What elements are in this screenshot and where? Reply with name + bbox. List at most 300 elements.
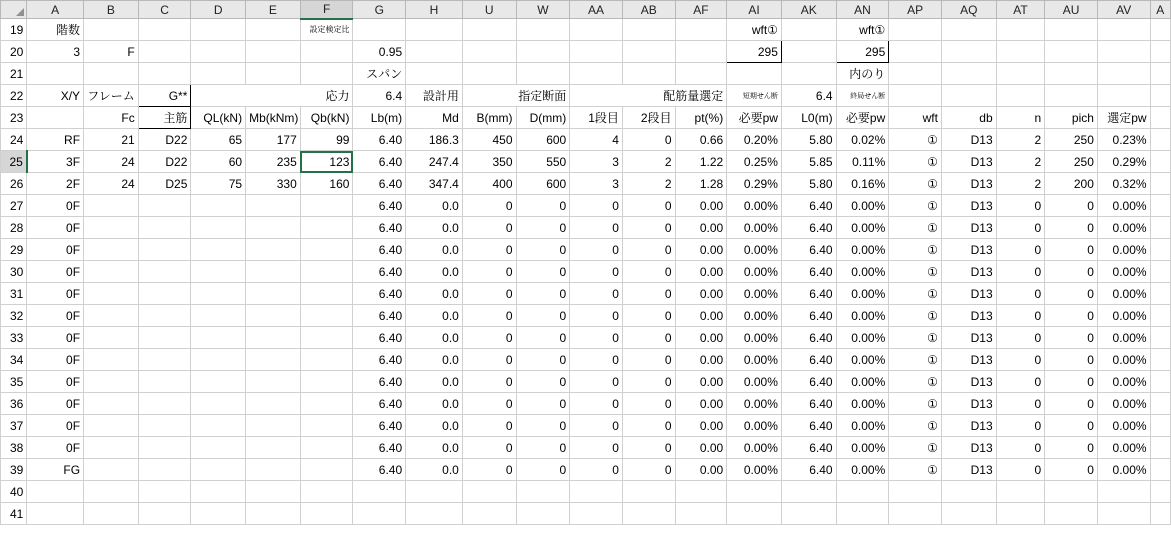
cell-U27-b[interactable]: 0 [462,195,516,217]
cell-H30-md[interactable]: 0.0 [406,261,463,283]
cell-A22-xy-header[interactable]: X/Y [27,85,84,107]
cell-AA21[interactable] [570,63,623,85]
cell-AQ30-db[interactable]: D13 [941,261,996,283]
cell-G23-lb-header[interactable]: Lb(m) [353,107,406,129]
cell-A34-floor[interactable]: 0F [27,349,84,371]
cell-A37-tail[interactable] [1150,415,1170,437]
cell-AN36-pw2[interactable]: 0.00% [836,393,889,415]
cell-AV31-spw[interactable]: 0.00% [1097,283,1150,305]
cell-AK35-l0[interactable]: 6.40 [781,371,836,393]
cell-D22-ouryoku-header[interactable]: 応力 [191,85,353,107]
cell-AP39-wft[interactable]: ① [889,459,942,481]
cell-AN20-wft-value[interactable]: 295 [836,41,889,63]
cell-AB35-dan2[interactable]: 0 [622,371,675,393]
cell-AQ36-db[interactable]: D13 [941,393,996,415]
cell-F38-qb[interactable] [300,437,353,459]
row-header-26[interactable]: 26 [1,173,27,195]
cell-AI28-pw1[interactable]: 0.00% [727,217,782,239]
cell-AV38-spw[interactable]: 0.00% [1097,437,1150,459]
cell-AF19[interactable] [675,19,727,41]
cell-W37-d[interactable]: 0 [516,415,570,437]
cell-AB29-dan2[interactable]: 0 [622,239,675,261]
cell-AB41[interactable] [622,503,675,525]
cell-AT28-n[interactable]: 0 [996,217,1045,239]
cell-W34-d[interactable]: 0 [516,349,570,371]
cell-H34-md[interactable]: 0.0 [406,349,463,371]
cell-AV27-spw[interactable]: 0.00% [1097,195,1150,217]
cell-AU27-pitch[interactable]: 0 [1045,195,1098,217]
cell-AP27-wft[interactable]: ① [889,195,942,217]
cell-B35-fc[interactable] [84,371,139,393]
cell-D24-ql[interactable]: 65 [191,129,246,151]
cell-AA32-dan1[interactable]: 0 [570,305,623,327]
cell-AK28-l0[interactable]: 6.40 [781,217,836,239]
cell-F27-qb[interactable] [300,195,353,217]
cell-AQ41[interactable] [941,503,996,525]
cell-G30-lb[interactable]: 6.40 [353,261,406,283]
cell-A32-tail[interactable] [1150,305,1170,327]
cell-C30-shukin[interactable] [138,261,191,283]
cell-AA38-dan1[interactable]: 0 [570,437,623,459]
cell-AT24-n[interactable]: 2 [996,129,1045,151]
cell-B19[interactable] [84,19,139,41]
cell-AU30-pitch[interactable]: 0 [1045,261,1098,283]
row-header-37[interactable]: 37 [1,415,27,437]
cell-AI37-pw1[interactable]: 0.00% [727,415,782,437]
cell-W19[interactable] [516,19,570,41]
cell-AN27-pw2[interactable]: 0.00% [836,195,889,217]
cell-AF35-pt[interactable]: 0.00 [675,371,727,393]
table-row[interactable] [1,151,1171,173]
cell-AA29-dan1[interactable]: 0 [570,239,623,261]
cell-B37-fc[interactable] [84,415,139,437]
cell-AT31-n[interactable]: 0 [996,283,1045,305]
cell-C34-shukin[interactable] [138,349,191,371]
cell-A41b[interactable] [1150,503,1170,525]
cell-C26-shukin[interactable]: D25 [138,173,191,195]
cell-A30-floor[interactable]: 0F [27,261,84,283]
column-header-W[interactable]: W [516,1,570,19]
cell-H32-md[interactable]: 0.0 [406,305,463,327]
cell-F41[interactable] [300,503,353,525]
cell-AQ26-db[interactable]: D13 [941,173,996,195]
cell-AF34-pt[interactable]: 0.00 [675,349,727,371]
cell-D27-ql[interactable] [191,195,246,217]
column-header-D[interactable]: D [191,1,246,19]
cell-AI19-wft1-label[interactable]: wft① [727,19,782,41]
cell-U30-b[interactable]: 0 [462,261,516,283]
cell-B29-fc[interactable] [84,239,139,261]
sheet-row-22[interactable] [1,85,1171,107]
cell-AV19[interactable] [1097,19,1150,41]
cell-G38-lb[interactable]: 6.40 [353,437,406,459]
cell-AB30-dan2[interactable]: 0 [622,261,675,283]
cell-D29-ql[interactable] [191,239,246,261]
cell-A20b[interactable] [1150,41,1170,63]
cell-A25-tail[interactable] [1150,151,1170,173]
row-header-40[interactable]: 40 [1,481,27,503]
cell-F28-qb[interactable] [300,217,353,239]
cell-C21[interactable] [138,63,191,85]
cell-C37-shukin[interactable] [138,415,191,437]
cell-A33-floor[interactable]: 0F [27,327,84,349]
table-row[interactable] [1,393,1171,415]
cell-AI36-pw1[interactable]: 0.00% [727,393,782,415]
cell-AP29-wft[interactable]: ① [889,239,942,261]
cell-E34-mb[interactable] [246,349,301,371]
cell-AA39-dan1[interactable]: 0 [570,459,623,481]
cell-E33-mb[interactable] [246,327,301,349]
cell-H40[interactable] [406,481,463,503]
cell-AQ27-db[interactable]: D13 [941,195,996,217]
cell-G39-lb[interactable]: 6.40 [353,459,406,481]
cell-AF40[interactable] [675,481,727,503]
cell-B40[interactable] [84,481,139,503]
cell-AI33-pw1[interactable]: 0.00% [727,327,782,349]
column-header-C[interactable]: C [138,1,191,19]
cell-B33-fc[interactable] [84,327,139,349]
cell-A40b[interactable] [1150,481,1170,503]
cell-AF23-pt-header[interactable]: pt(%) [675,107,727,129]
cell-W31-d[interactable]: 0 [516,283,570,305]
cell-C31-shukin[interactable] [138,283,191,305]
cell-AT19[interactable] [996,19,1045,41]
cell-AQ38-db[interactable]: D13 [941,437,996,459]
cell-AP31-wft[interactable]: ① [889,283,942,305]
cell-AV20[interactable] [1097,41,1150,63]
cell-B20-f-unit[interactable]: F [84,41,139,63]
cell-H35-md[interactable]: 0.0 [406,371,463,393]
cell-AI32-pw1[interactable]: 0.00% [727,305,782,327]
cell-B38-fc[interactable] [84,437,139,459]
cell-F35-qb[interactable] [300,371,353,393]
row-header-33[interactable]: 33 [1,327,27,349]
table-row[interactable] [1,305,1171,327]
cell-A19b[interactable] [1150,19,1170,41]
cell-AK23-l0-header[interactable]: L0(m) [781,107,836,129]
cell-AU24-pitch[interactable]: 250 [1045,129,1098,151]
cell-C22-gstar-header[interactable]: G** [138,85,191,107]
cell-AF41[interactable] [675,503,727,525]
cell-F26-qb[interactable]: 160 [300,173,353,195]
row-header-39[interactable]: 39 [1,459,27,481]
cell-AU31-pitch[interactable]: 0 [1045,283,1098,305]
cell-F36-qb[interactable] [300,393,353,415]
cell-F37-qb[interactable] [300,415,353,437]
cell-E20[interactable] [246,41,301,63]
cell-E36-mb[interactable] [246,393,301,415]
cell-E38-mb[interactable] [246,437,301,459]
cell-H37-md[interactable]: 0.0 [406,415,463,437]
cell-AQ32-db[interactable]: D13 [941,305,996,327]
cell-F19-settei-kenteihi-label[interactable]: 設定検定比 [300,19,353,41]
cell-AF39-pt[interactable]: 0.00 [675,459,727,481]
cell-U34-b[interactable]: 0 [462,349,516,371]
cell-A35-tail[interactable] [1150,371,1170,393]
cell-AU32-pitch[interactable]: 0 [1045,305,1098,327]
cell-AQ21[interactable] [941,63,996,85]
cell-AV26-spw[interactable]: 0.32% [1097,173,1150,195]
cell-H26-md[interactable]: 347.4 [406,173,463,195]
cell-B22-frame-header[interactable]: フレーム [84,85,139,107]
cell-AU40[interactable] [1045,481,1098,503]
cell-U38-b[interactable]: 0 [462,437,516,459]
cell-E31-mb[interactable] [246,283,301,305]
cell-E26-mb[interactable]: 330 [246,173,301,195]
cell-AV25-spw[interactable]: 0.29% [1097,151,1150,173]
cell-U23-b-header[interactable]: B(mm) [462,107,516,129]
cell-D40[interactable] [191,481,246,503]
cell-AP34-wft[interactable]: ① [889,349,942,371]
cell-AP37-wft[interactable]: ① [889,415,942,437]
column-header-AP[interactable]: AP [889,1,942,19]
row-header-36[interactable]: 36 [1,393,27,415]
cell-U26-b[interactable]: 400 [462,173,516,195]
cell-U33-b[interactable]: 0 [462,327,516,349]
table-row[interactable] [1,173,1171,195]
cell-AP38-wft[interactable]: ① [889,437,942,459]
cell-G21-span-label[interactable]: スパン [353,63,406,85]
cell-B21[interactable] [84,63,139,85]
cell-AT34-n[interactable]: 0 [996,349,1045,371]
cell-H33-md[interactable]: 0.0 [406,327,463,349]
row-header-30[interactable]: 30 [1,261,27,283]
cell-A38-tail[interactable] [1150,437,1170,459]
cell-F34-qb[interactable] [300,349,353,371]
cell-A30-tail[interactable] [1150,261,1170,283]
cell-AV24-spw[interactable]: 0.23% [1097,129,1150,151]
cell-AB20[interactable] [622,41,675,63]
cell-AI20-wft-value[interactable]: 295 [727,41,782,63]
cell-AQ22[interactable] [941,85,996,107]
cell-E35-mb[interactable] [246,371,301,393]
cell-AN34-pw2[interactable]: 0.00% [836,349,889,371]
cell-AF38-pt[interactable]: 0.00 [675,437,727,459]
column-header-AK[interactable]: AK [781,1,836,19]
cell-W35-d[interactable]: 0 [516,371,570,393]
cell-AK32-l0[interactable]: 6.40 [781,305,836,327]
cell-A29-floor[interactable]: 0F [27,239,84,261]
cell-F39-qb[interactable] [300,459,353,481]
cell-W25-d[interactable]: 550 [516,151,570,173]
cell-AN22-shuukyoku-sen-header[interactable]: 終局せん断 [836,85,889,107]
row-header-34[interactable]: 34 [1,349,27,371]
cell-AQ28-db[interactable]: D13 [941,217,996,239]
cell-AU22[interactable] [1045,85,1098,107]
cell-AF28-pt[interactable]: 0.00 [675,217,727,239]
cell-A22b[interactable] [1150,85,1170,107]
cell-AT33-n[interactable]: 0 [996,327,1045,349]
cell-G25-lb[interactable]: 6.40 [353,151,406,173]
table-row[interactable] [1,195,1171,217]
table-row[interactable] [1,415,1171,437]
cell-E39-mb[interactable] [246,459,301,481]
cell-A36-tail[interactable] [1150,393,1170,415]
cell-AI27-pw1[interactable]: 0.00% [727,195,782,217]
cell-W23-d-header[interactable]: D(mm) [516,107,570,129]
cell-AT26-n[interactable]: 2 [996,173,1045,195]
cell-AK29-l0[interactable]: 6.40 [781,239,836,261]
cell-E23-mb-header[interactable]: Mb(kNm) [246,107,301,129]
cell-AI23-hitsuyou-pw-header[interactable]: 必要pw [727,107,782,129]
cell-U32-b[interactable]: 0 [462,305,516,327]
cell-E24-mb[interactable]: 177 [246,129,301,151]
cell-AT21[interactable] [996,63,1045,85]
cell-U37-b[interactable]: 0 [462,415,516,437]
cell-W28-d[interactable]: 0 [516,217,570,239]
cell-A26-tail[interactable] [1150,173,1170,195]
cell-AB28-dan2[interactable]: 0 [622,217,675,239]
cell-C28-shukin[interactable] [138,217,191,239]
cell-AV34-spw[interactable]: 0.00% [1097,349,1150,371]
cell-D35-ql[interactable] [191,371,246,393]
cell-A19-kaisuu-label[interactable]: 階数 [27,19,84,41]
column-header-U[interactable]: U [462,1,516,19]
cell-H27-md[interactable]: 0.0 [406,195,463,217]
cell-AP32-wft[interactable]: ① [889,305,942,327]
cell-AV23-sentei-pw-header[interactable]: 選定pw [1097,107,1150,129]
cell-AP21[interactable] [889,63,942,85]
column-header-F[interactable]: F [300,1,353,19]
column-header-AU[interactable]: AU [1045,1,1098,19]
cell-E21[interactable] [246,63,301,85]
cell-A39-floor[interactable]: FG [27,459,84,481]
column-header-AV[interactable]: AV [1097,1,1150,19]
cell-D23-ql-header[interactable]: QL(kN) [191,107,246,129]
cell-H41[interactable] [406,503,463,525]
row-header-27[interactable]: 27 [1,195,27,217]
cell-F29-qb[interactable] [300,239,353,261]
cell-B24-fc[interactable]: 21 [84,129,139,151]
cell-W29-d[interactable]: 0 [516,239,570,261]
cell-AU33-pitch[interactable]: 0 [1045,327,1098,349]
cell-D28-ql[interactable] [191,217,246,239]
cell-AQ23-db-header[interactable]: db [941,107,996,129]
cell-AT39-n[interactable]: 0 [996,459,1045,481]
cell-AT23-n-header[interactable]: n [996,107,1045,129]
cell-F23-qb-header[interactable]: Qb(kN) [300,107,353,129]
row-header-29[interactable]: 29 [1,239,27,261]
cell-AT30-n[interactable]: 0 [996,261,1045,283]
column-header-B[interactable]: B [84,1,139,19]
cell-G29-lb[interactable]: 6.40 [353,239,406,261]
cell-G26-lb[interactable]: 6.40 [353,173,406,195]
cell-AB40[interactable] [622,481,675,503]
cell-U22-shitei-danmen-header[interactable]: 指定断面 [462,85,569,107]
column-header-AQ[interactable]: AQ [941,1,996,19]
cell-AK30-l0[interactable]: 6.40 [781,261,836,283]
cell-C32-shukin[interactable] [138,305,191,327]
cell-A27-floor[interactable]: 0F [27,195,84,217]
cell-AI22-tanki-sen-header[interactable]: 短期せん断 [727,85,782,107]
cell-A39-tail[interactable] [1150,459,1170,481]
cell-D31-ql[interactable] [191,283,246,305]
cell-A27-tail[interactable] [1150,195,1170,217]
column-header-AF[interactable]: AF [675,1,727,19]
cell-E41[interactable] [246,503,301,525]
cell-AP35-wft[interactable]: ① [889,371,942,393]
row-header-22[interactable]: 22 [1,85,27,107]
cell-H29-md[interactable]: 0.0 [406,239,463,261]
cell-AU25-pitch[interactable]: 250 [1045,151,1098,173]
cell-B30-fc[interactable] [84,261,139,283]
cell-AT27-n[interactable]: 0 [996,195,1045,217]
cell-AV35-spw[interactable]: 0.00% [1097,371,1150,393]
cell-AP40[interactable] [889,481,942,503]
cell-A28-tail[interactable] [1150,217,1170,239]
cell-H25-md[interactable]: 247.4 [406,151,463,173]
sheet-row-40[interactable] [1,481,1171,503]
cell-AB36-dan2[interactable]: 0 [622,393,675,415]
cell-A31-tail[interactable] [1150,283,1170,305]
cell-E40[interactable] [246,481,301,503]
cell-AB39-dan2[interactable]: 0 [622,459,675,481]
cell-AN28-pw2[interactable]: 0.00% [836,217,889,239]
cell-D39-ql[interactable] [191,459,246,481]
cell-AU29-pitch[interactable]: 0 [1045,239,1098,261]
data-rows-body[interactable] [1,129,1171,481]
cell-AI34-pw1[interactable]: 0.00% [727,349,782,371]
cell-AV40[interactable] [1097,481,1150,503]
cell-C41[interactable] [138,503,191,525]
cell-W38-d[interactable]: 0 [516,437,570,459]
cell-C20[interactable] [138,41,191,63]
cell-AN35-pw2[interactable]: 0.00% [836,371,889,393]
cell-E28-mb[interactable] [246,217,301,239]
cell-AU39-pitch[interactable]: 0 [1045,459,1098,481]
table-row[interactable] [1,459,1171,481]
cell-AN25-pw2[interactable]: 0.11% [836,151,889,173]
row-header-28[interactable]: 28 [1,217,27,239]
cell-AQ39-db[interactable]: D13 [941,459,996,481]
cell-F25-qb[interactable]: 123 [300,151,353,173]
cell-H38-md[interactable]: 0.0 [406,437,463,459]
cell-B32-fc[interactable] [84,305,139,327]
cell-AB31-dan2[interactable]: 0 [622,283,675,305]
cell-AK38-l0[interactable]: 6.40 [781,437,836,459]
cell-A23b[interactable] [1150,107,1170,129]
row-header-31[interactable]: 31 [1,283,27,305]
cell-AN32-pw2[interactable]: 0.00% [836,305,889,327]
row-header-41[interactable]: 41 [1,503,27,525]
cell-A34-tail[interactable] [1150,349,1170,371]
cell-G36-lb[interactable]: 6.40 [353,393,406,415]
cell-AB38-dan2[interactable]: 0 [622,437,675,459]
cell-AP25-wft[interactable]: ① [889,151,942,173]
cell-AU36-pitch[interactable]: 0 [1045,393,1098,415]
cell-AQ31-db[interactable]: D13 [941,283,996,305]
cell-C35-shukin[interactable] [138,371,191,393]
cell-A28-floor[interactable]: 0F [27,217,84,239]
cell-E27-mb[interactable] [246,195,301,217]
cell-AF37-pt[interactable]: 0.00 [675,415,727,437]
cell-AK26-l0[interactable]: 5.80 [781,173,836,195]
cell-AA23-dan1-header[interactable]: 1段目 [570,107,623,129]
cell-W30-d[interactable]: 0 [516,261,570,283]
sheet-row-23[interactable] [1,107,1171,129]
cell-AA30-dan1[interactable]: 0 [570,261,623,283]
cell-W32-d[interactable]: 0 [516,305,570,327]
sheet-row-19[interactable] [1,19,1171,41]
cell-AK21[interactable] [781,63,836,85]
cell-G27-lb[interactable]: 6.40 [353,195,406,217]
cell-A21b[interactable] [1150,63,1170,85]
cell-G41[interactable] [353,503,406,525]
cell-AU41[interactable] [1045,503,1098,525]
cell-D21[interactable] [191,63,246,85]
cell-F31-qb[interactable] [300,283,353,305]
cell-U24-b[interactable]: 450 [462,129,516,151]
